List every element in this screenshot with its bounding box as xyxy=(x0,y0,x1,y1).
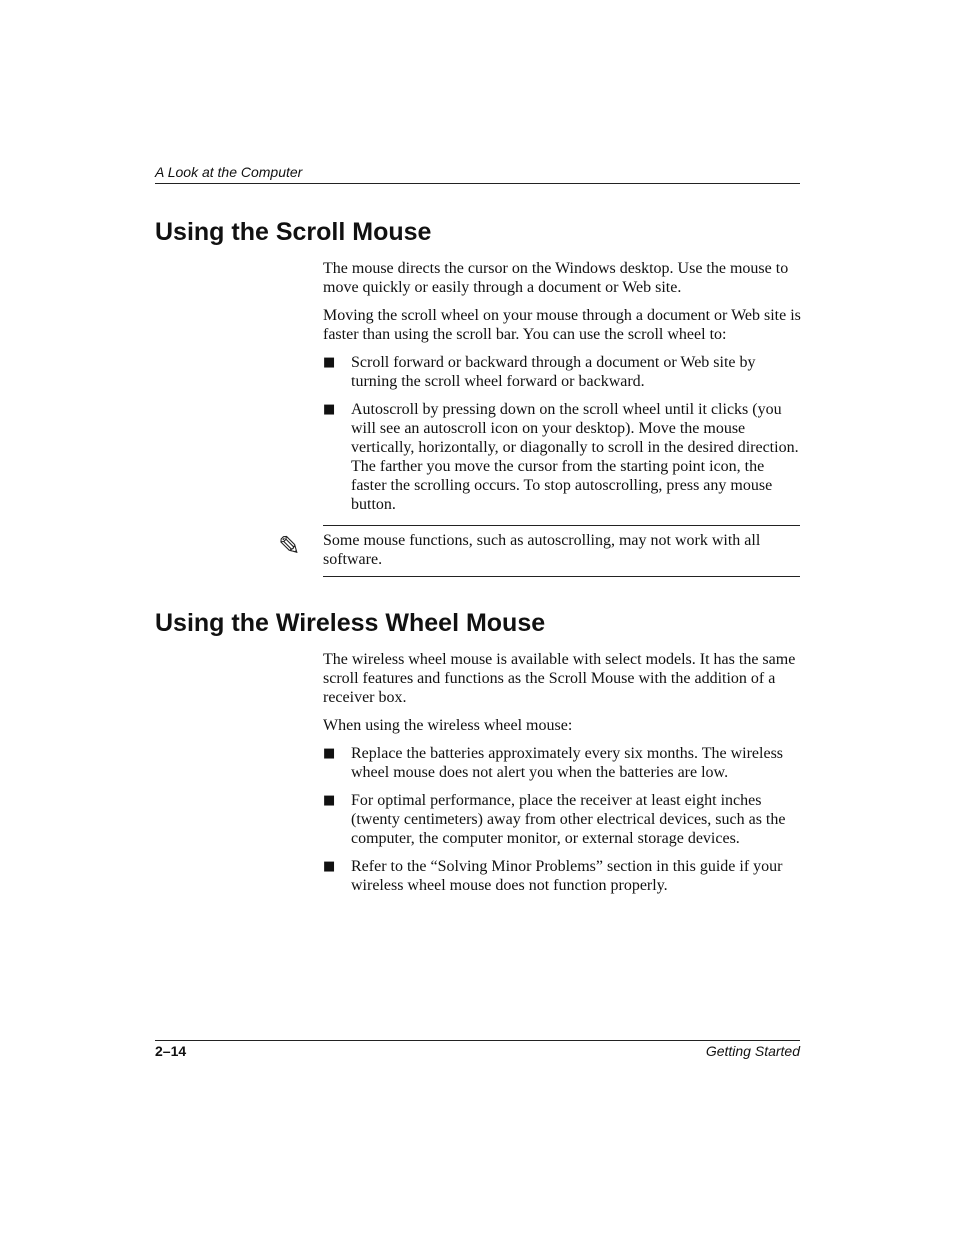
square-bullet-icon: ■ xyxy=(323,793,336,808)
pencil-note-icon: ✎ xyxy=(278,531,301,562)
paragraph: Moving the scroll wheel on your mouse through a document or Web site is faster than using the scroll bar. You can use the scroll wheel to: xyxy=(323,307,801,343)
list-item xyxy=(323,353,801,391)
list-item-text: Replace the batteries approximately every six months. The wireless wheel mouse does not alert you when the batteries are low. xyxy=(351,745,784,781)
square-bullet-icon: ■ xyxy=(323,402,336,417)
note-top-rule xyxy=(323,525,800,526)
section-title-scroll-mouse: Using the Scroll Mouse xyxy=(155,218,432,246)
footer-book-title: Getting Started xyxy=(705,1043,800,1059)
paragraph: The wireless wheel mouse is available with select models. It has the same scroll features and functions as the Scroll Mouse with the addition of a receiver box. xyxy=(323,651,796,706)
note-bottom-rule xyxy=(323,576,800,577)
section-title-wireless-mouse: Using the Wireless Wheel Mouse xyxy=(155,609,546,637)
square-bullet-icon: ■ xyxy=(323,355,336,370)
scroll-mouse-body xyxy=(323,259,801,523)
header-rule xyxy=(155,183,800,184)
list-item xyxy=(323,400,801,514)
list-item-text: Autoscroll by pressing down on the scroll wheel until it clicks (you will see an autoscroll icon on your desktop). Move the mouse vertically, horizontally, or diagonally to scroll in the desired direction. The farther you move the cursor from the starting point icon, the faster the scrolling occurs. To stop autoscrolling, press any mouse button. xyxy=(351,401,799,513)
list-item-text: Scroll forward or backward through a document or Web site by turning the scroll wheel forward or backward. xyxy=(351,354,756,390)
page-number: 2–14 xyxy=(155,1043,187,1059)
square-bullet-icon: ■ xyxy=(323,859,336,874)
footer-rule xyxy=(155,1040,800,1041)
running-header: A Look at the Computer xyxy=(155,164,303,180)
bullet-list xyxy=(323,744,801,895)
list-item xyxy=(323,744,801,782)
square-bullet-icon: ■ xyxy=(323,746,336,761)
paragraph: When using the wireless wheel mouse: xyxy=(323,717,573,734)
list-item-text: Refer to the “Solving Minor Problems” section in this guide if your wireless wheel mouse does not function properly. xyxy=(351,858,783,894)
wireless-mouse-body xyxy=(323,650,801,904)
bullet-list xyxy=(323,353,801,514)
list-item xyxy=(323,857,801,895)
list-item xyxy=(323,791,801,848)
note-text: Some mouse functions, such as autoscrolling, may not work with all software. xyxy=(323,532,761,568)
list-item-text: For optimal performance, place the receiver at least eight inches (twenty centimeters) away from other electrical devices, such as the computer, the computer monitor, or external storage devices. xyxy=(351,792,786,847)
paragraph: The mouse directs the cursor on the Windows desktop. Use the mouse to move quickly or easily through a document or Web site. xyxy=(323,260,789,296)
